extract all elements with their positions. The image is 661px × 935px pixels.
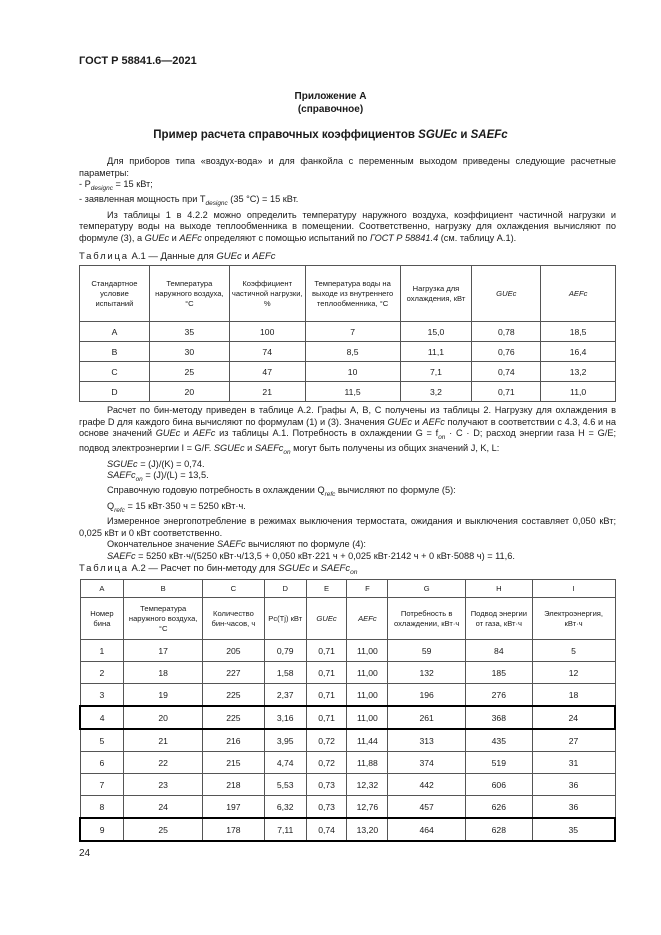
table-cell: 16,4	[541, 342, 616, 362]
table-cell: 132	[388, 662, 466, 684]
table-cell: 227	[203, 662, 265, 684]
column-letter: D	[264, 580, 306, 598]
formula-qrefc: $Q_{refc} = 15$ кВт·350 ч = 5250 кВт·ч.	[107, 500, 246, 514]
table-cell: 4	[80, 706, 124, 729]
table-cell: 185	[466, 662, 533, 684]
table-row	[80, 684, 615, 707]
column-letter: C	[203, 580, 265, 598]
formula-saefc: SAEFc = 5250 кВт·ч/(5250 кВт·ч/13,5 + 0,050 кВт·221 ч + 0,025 кВт·2142 ч + 0 кВт·5088 ч) = 11,6.	[107, 550, 515, 561]
table-cell: 4,74	[264, 752, 306, 774]
table-cell: D	[80, 382, 150, 402]
table-cell: 2	[80, 662, 124, 684]
table2-header-cell: Номер бина	[80, 598, 124, 640]
table-cell: 20	[149, 382, 229, 402]
table1-header-cell: Нагрузка для охлаждения, кВт	[400, 266, 472, 322]
table-cell: 84	[466, 640, 533, 662]
table-cell: 11,0	[541, 382, 616, 402]
table-cell: 12,32	[347, 774, 388, 796]
table-row-highlighted	[80, 706, 615, 729]
table-row	[80, 662, 615, 684]
table-cell: 21	[124, 729, 203, 752]
table-cell: 12,76	[347, 796, 388, 819]
table-cell: 216	[203, 729, 265, 752]
table1-header-cell: Температура наружного воздуха, °C	[149, 266, 229, 322]
table-row-highlighted	[80, 818, 615, 841]
table-row	[80, 342, 616, 362]
table-cell: 17	[124, 640, 203, 662]
table-cell: 3,16	[264, 706, 306, 729]
table-row	[80, 640, 615, 662]
table-cell: 0,71	[306, 706, 347, 729]
table2-header-cell: Подвод энергии от газа, кВт·ч	[466, 598, 533, 640]
table-cell: 11,44	[347, 729, 388, 752]
table1-header-cell: GUEc	[472, 266, 541, 322]
table-cell: 11,00	[347, 662, 388, 684]
formula-sguec: SGUEc = (J)/(K) = 0,74.	[107, 458, 205, 469]
table-cell: 225	[203, 684, 265, 707]
intro-p4: Из таблицы 1 в 4.2.2 можно определить температуру наружного воздуха, коэффициент частичной нагрузки и температуру воды на выходе теплообменника в помещении. Соответственно, нагрузку для охлаждения вычисляют по формуле (3), а GUEc и AEFc определяют с помощью испытаний по ГОСТ Р 58841.4 (см. таблицу А.1).	[79, 209, 616, 243]
table-cell: 35	[149, 322, 229, 342]
table-cell: 276	[466, 684, 533, 707]
table-cell: 2,37	[264, 684, 306, 707]
table-cell: 0,76	[472, 342, 541, 362]
table2-header-cell: Потребность в охлаждении, кВт·ч	[388, 598, 466, 640]
calc-p1: Расчет по бин-методу приведен в таблице А.2. Графы А, В, С получены из таблицы 2. Нагрузку для охлаждения в графе D для каждого бина вычисляют по формулам (1) и (3). Значения GUEc и AEFc получают в соответствии с 4.3, 4.6 и на основе значений GUEc и AEFc из таблицы А.1. Потребность в охлаждении $G = f_{on} \cdot C \cdot D$; расход энергии газа H = G/E; подвод электроэнергии I = G/F. SGUEc и SAEFc$_{on}$ могут быть получены из общих значений J, K, L:	[79, 405, 616, 457]
table-cell: 9	[80, 818, 124, 841]
table-cell: 36	[532, 774, 615, 796]
page-number: 24	[79, 848, 91, 859]
table-cell: 7,11	[264, 818, 306, 841]
table-cell: 0,71	[306, 640, 347, 662]
column-letter: E	[306, 580, 347, 598]
table-cell: 626	[466, 796, 533, 819]
table-cell: 74	[229, 342, 305, 362]
table-cell: 374	[388, 752, 466, 774]
table-cell: 18	[532, 684, 615, 707]
table-cell: 0,73	[306, 774, 347, 796]
table-cell: 10	[305, 362, 400, 382]
table-cell: 12	[532, 662, 615, 684]
table-row	[80, 774, 615, 796]
table1-header-cell: AEFc	[541, 266, 616, 322]
table-cell: 3,95	[264, 729, 306, 752]
table-cell: 464	[388, 818, 466, 841]
table-row	[80, 796, 615, 819]
table-cell: 261	[388, 706, 466, 729]
table-cell: 11,1	[400, 342, 472, 362]
table-cell: 22	[124, 752, 203, 774]
table-cell: 6,32	[264, 796, 306, 819]
table-cell: 5	[532, 640, 615, 662]
table-cell: 7	[305, 322, 400, 342]
table-cell: 7	[80, 774, 124, 796]
table-cell: 519	[466, 752, 533, 774]
column-letter: H	[466, 580, 533, 598]
table-cell: 6	[80, 752, 124, 774]
table-cell: 197	[203, 796, 265, 819]
table-cell: 100	[229, 322, 305, 342]
table-cell: 25	[149, 362, 229, 382]
appendix-title: Приложение А	[294, 91, 367, 102]
table-cell: 457	[388, 796, 466, 819]
table-cell: 11,00	[347, 706, 388, 729]
table-cell: 59	[388, 640, 466, 662]
table-cell: 13,20	[347, 818, 388, 841]
table-cell: 13,2	[541, 362, 616, 382]
table-cell: 11,00	[347, 640, 388, 662]
table1-header-cell: Коэффициент частичной нагрузки, %	[229, 266, 305, 322]
column-letter: A	[80, 580, 124, 598]
table2	[79, 579, 616, 842]
table-cell: 19	[124, 684, 203, 707]
table-cell: 0,71	[306, 684, 347, 707]
table-cell: 218	[203, 774, 265, 796]
table2-header-cell: Электроэнергия, кВт·ч	[532, 598, 615, 640]
table-row	[80, 362, 616, 382]
table-cell: 27	[532, 729, 615, 752]
column-letter: I	[532, 580, 615, 598]
table2-header-cell: Количество бин-часов, ч	[203, 598, 265, 640]
table2-header-row	[80, 598, 615, 640]
table-cell: C	[80, 362, 150, 382]
table-row	[80, 322, 616, 342]
formula-saefc-on: SAEFc$_{on}$ = (J)/(L) = 13,5.	[107, 470, 209, 483]
table-cell: 3	[80, 684, 124, 707]
table-cell: 0,71	[472, 382, 541, 402]
table-cell: 21	[229, 382, 305, 402]
table-cell: 11,00	[347, 684, 388, 707]
table-cell: 8	[80, 796, 124, 819]
appendix-subtitle: (справочное)	[297, 104, 364, 115]
table-cell: 24	[532, 706, 615, 729]
column-letter: G	[388, 580, 466, 598]
table-cell: 11,88	[347, 752, 388, 774]
table-cell: 3,2	[400, 382, 472, 402]
table2-header-cell: AEFc	[347, 598, 388, 640]
appendix-heading: Пример расчета справочных коэффициентов SGUEc и SAEFc	[153, 129, 508, 141]
table-cell: 25	[124, 818, 203, 841]
doc-header: ГОСТ Р 58841.6—2021	[79, 55, 197, 67]
table-cell: 35	[532, 818, 615, 841]
table-cell: 30	[149, 342, 229, 362]
calc-p6: Окончательное значение SAEFc вычисляют по формуле (4):	[107, 539, 366, 550]
table-cell: 5	[80, 729, 124, 752]
table-cell: 205	[203, 640, 265, 662]
table-cell: 31	[532, 752, 615, 774]
table-cell: 225	[203, 706, 265, 729]
table2-letter-row	[80, 580, 615, 598]
table-cell: 11,5	[305, 382, 400, 402]
table-cell: 18,5	[541, 322, 616, 342]
table-cell: 0,73	[306, 796, 347, 819]
table-row	[80, 729, 615, 752]
table-cell: 0,78	[472, 322, 541, 342]
table-cell: 0,79	[264, 640, 306, 662]
table-cell: B	[80, 342, 150, 362]
calculation-text	[79, 405, 616, 562]
table-cell: 7,1	[400, 362, 472, 382]
table-cell: 1	[80, 640, 124, 662]
table-cell: 47	[229, 362, 305, 382]
table-cell: 442	[388, 774, 466, 796]
table2-header-cell: Pc(Tj) кВт	[264, 598, 306, 640]
column-letter: B	[124, 580, 203, 598]
column-letter: F	[347, 580, 388, 598]
table-cell: 20	[124, 706, 203, 729]
table-cell: 0,74	[306, 818, 347, 841]
table1-header-cell: Температура воды на выходе из внутреннего теплообменника, °C	[305, 266, 400, 322]
table-cell: 435	[466, 729, 533, 752]
table-cell: 15,0	[400, 322, 472, 342]
table-cell: 23	[124, 774, 203, 796]
table-cell: 368	[466, 706, 533, 729]
table-cell: 1,58	[264, 662, 306, 684]
table2-header-cell: Температура наружного воздуха, °C	[124, 598, 203, 640]
calc-p5: Измеренное энергопотребление в режимах выключения термостата, ожидания и выключения составляет 0,050 кВт; 0,025 кВт и 0 кВт соответственно.	[79, 516, 616, 538]
intro-p3: - заявленная мощность при $T_{designc}$ (35 °C) = 15 кВт.	[79, 194, 299, 208]
table-cell: 178	[203, 818, 265, 841]
table1-header-row	[80, 266, 616, 322]
table1	[79, 265, 616, 402]
table1-caption: Таблица А.1 — Данные для GUEc и AEFc	[79, 251, 276, 262]
table-cell: A	[80, 322, 150, 342]
table-cell: 606	[466, 774, 533, 796]
table-row	[80, 752, 615, 774]
table-cell: 215	[203, 752, 265, 774]
table-cell: 196	[388, 684, 466, 707]
table-cell: 313	[388, 729, 466, 752]
table1-header-cell: Стандартное условие испытаний	[80, 266, 150, 322]
table-row	[80, 382, 616, 402]
table-cell: 0,71	[306, 662, 347, 684]
intro-text	[79, 156, 616, 244]
table-cell: 0,72	[306, 729, 347, 752]
table-cell: 628	[466, 818, 533, 841]
table-cell: 8,5	[305, 342, 400, 362]
table-cell: 36	[532, 796, 615, 819]
table2-caption: Таблица А.2 — Расчет по бин-методу для SGUEc и SAEFc$_{on}$	[79, 563, 358, 576]
table-cell: 5,53	[264, 774, 306, 796]
intro-p2: - $P_{designc} = 15$ кВт;	[79, 179, 153, 192]
table-cell: 0,74	[472, 362, 541, 382]
table2-header-cell: GUEc	[306, 598, 347, 640]
table-cell: 24	[124, 796, 203, 819]
calc-p3: Справочную годовую потребность в охлаждении $Q_{refc}$ вычисляют по формуле (5):	[107, 485, 456, 499]
intro-p1: Для приборов типа «воздух-вода» и для фанкойла с переменным выходом приведены следующие расчетные параметры:	[79, 156, 616, 178]
table-cell: 18	[124, 662, 203, 684]
table-cell: 0,72	[306, 752, 347, 774]
